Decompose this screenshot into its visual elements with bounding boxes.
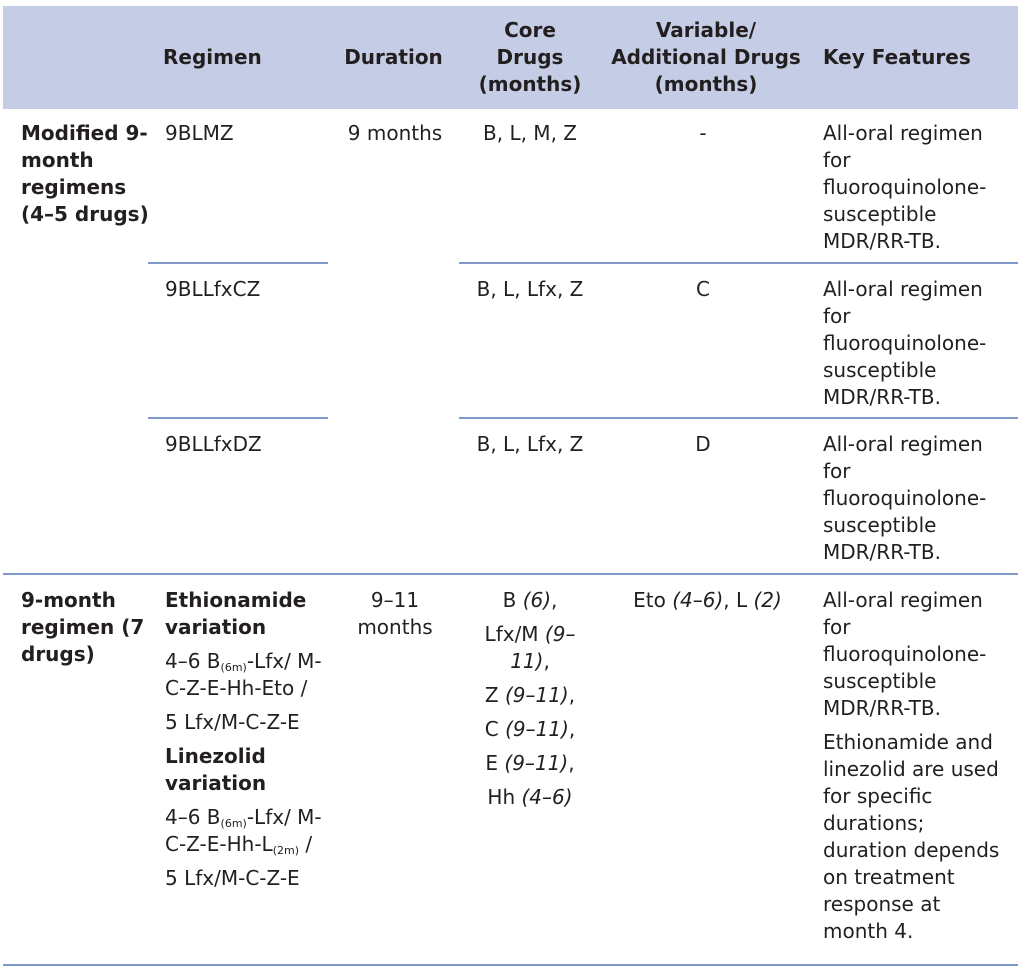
key-features: All-oral regimen for fluoroquinolone-susceptible MDR/RR-TB. [823, 121, 987, 253]
core-drugs: B, L, M, Z [483, 121, 577, 145]
table-bottom-border [3, 964, 1018, 966]
core-drug: Lfx/M (9–11), [484, 622, 576, 673]
regimen-variations [165, 587, 325, 899]
core-drug: Z (9–11), [484, 683, 576, 707]
group-label-modified: Modified 9-month regimens (4–5 drugs) [21, 121, 149, 226]
row-divider [459, 417, 1018, 419]
header-key-features: Key Features [823, 45, 971, 69]
variable-drugs: Eto (4–6), L (2) [633, 588, 782, 612]
header-regimen: Regimen [163, 45, 262, 69]
group2-duration: 9–11 months [357, 588, 433, 639]
core-drugs-list [465, 587, 595, 818]
header-variable-drugs: Variable/ Additional Drugs (months) [611, 18, 801, 96]
key-features: All-oral regimen for fluoroquinolone-susceptible MDR/RR-TB. [823, 432, 987, 564]
row-divider [148, 262, 328, 264]
key-features: All-oral regimen for fluoroquinolone-susceptible MDR/RR-TB. [823, 277, 987, 409]
header-core-drugs: Core Drugs (months) [478, 18, 582, 96]
variable-drugs: - [699, 121, 707, 145]
variable-drugs: C [696, 277, 710, 301]
key-features-oral: All-oral regimen for fluoroquinolone-susceptible MDR/RR-TB. [823, 588, 987, 720]
row-divider [459, 262, 1018, 264]
core-drug: C (9–11), [484, 717, 576, 741]
group1-duration: 9 months [347, 121, 443, 145]
key-features [823, 587, 1008, 952]
linezolid-continuation: 5 Lfx/M-C-Z-E [165, 866, 300, 890]
core-drugs: B, L, Lfx, Z [476, 432, 584, 456]
regimen-name: 9BLMZ [165, 121, 234, 145]
regimen-name: 9BLLfxCZ [165, 277, 261, 301]
ethionamide-variation-title: Ethionamide variation [165, 588, 307, 639]
linezolid-variation-title: Linezolid variation [165, 744, 267, 795]
header-duration: Duration [344, 45, 443, 69]
group-divider [3, 573, 1018, 575]
regimen-name: 9BLLfxDZ [165, 432, 262, 456]
core-drug: B (6), [502, 588, 558, 612]
ethionamide-continuation: 5 Lfx/M-C-Z-E [165, 710, 300, 734]
variable-drugs: D [695, 432, 711, 456]
regimen-table [3, 3, 1021, 971]
group-label-9-month: 9-month regimen (7 drugs) [21, 588, 145, 666]
core-drug: Hh (4–6) [487, 785, 573, 809]
row-divider [148, 417, 328, 419]
key-features-duration: Ethionamide and linezolid are used for specific durations; duration depends on treatment response at month 4. [823, 730, 1000, 943]
linezolid-regimen: 4–6 $B_{(6m)}-Lfx/$ $M-C-Z-E-Hh-L_{(2m)}$ / [165, 805, 322, 857]
core-drug: E (9–11), [485, 751, 575, 775]
core-drugs: B, L, Lfx, Z [476, 277, 584, 301]
ethionamide-regimen: 4–6 $B_{(6m)}-Lfx/$ M-C-Z-E-Hh-Eto / [165, 649, 322, 700]
